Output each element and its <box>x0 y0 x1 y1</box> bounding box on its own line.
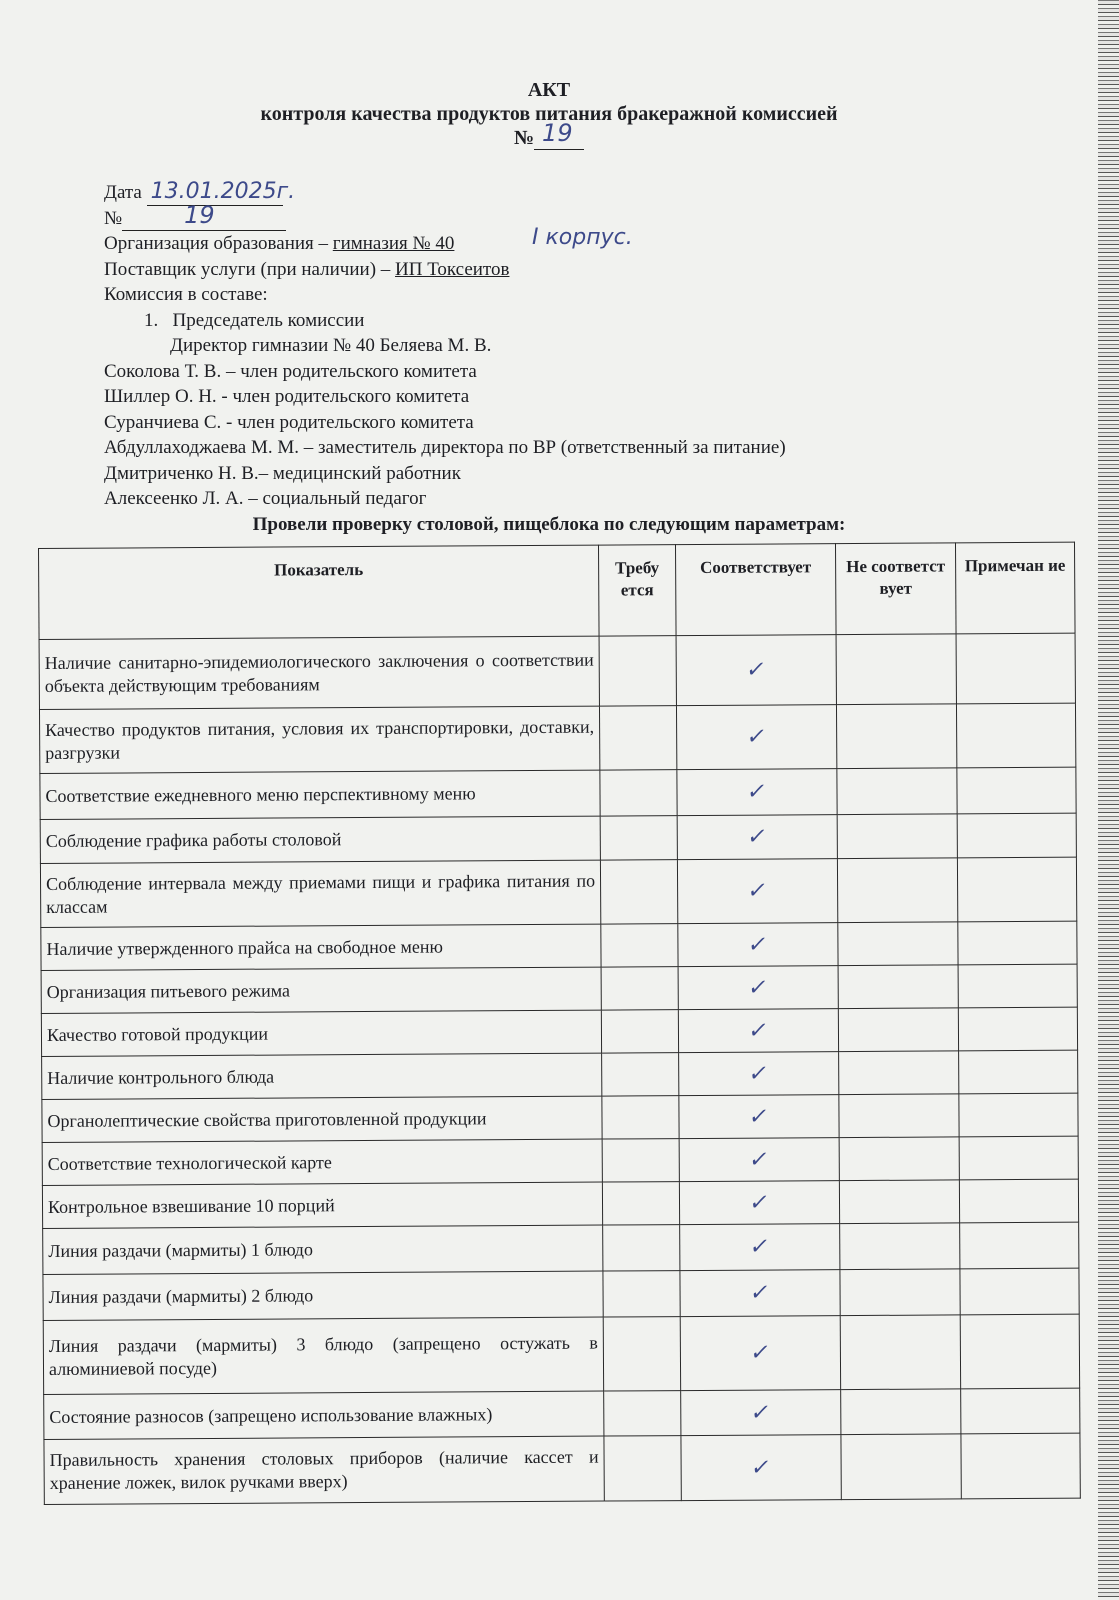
table-header-row <box>39 542 1076 639</box>
row-complies <box>677 859 837 924</box>
row-notes <box>960 1222 1079 1269</box>
organization-label: Организация образования – <box>104 233 329 254</box>
row-indicator: Соответствие ежедневного меню перспективному меню <box>40 770 600 819</box>
row-complies <box>680 1224 840 1271</box>
check-mark-icon: ✓ <box>746 975 770 1001</box>
number-handwritten: 19 <box>184 201 215 229</box>
row-not-complies <box>840 1223 960 1270</box>
date-handwritten: 13.01.2025г. <box>150 178 296 204</box>
row-complies <box>681 1390 841 1436</box>
row-not-complies <box>839 1094 959 1138</box>
table-row <box>40 767 1076 819</box>
check-mark-icon: ✓ <box>746 932 770 958</box>
organization-handwritten: I корпус. <box>532 225 633 250</box>
table-row <box>41 1007 1077 1056</box>
table-row <box>39 703 1075 773</box>
row-notes <box>957 857 1076 922</box>
row-complies <box>679 1138 839 1182</box>
table-row <box>40 857 1076 927</box>
row-indicator: Линия раздачи (мармиты) 3 блюдо (запрещено остужать в алюминиевой посуде) <box>43 1317 603 1394</box>
row-not-complies <box>840 1315 960 1390</box>
header-complies: Соответствует <box>675 544 836 636</box>
table-row <box>43 1222 1079 1274</box>
row-required <box>601 924 678 967</box>
row-notes <box>960 1268 1079 1315</box>
header-indicator: Показатель <box>39 545 600 639</box>
table-row <box>43 1314 1079 1394</box>
row-notes <box>959 1050 1078 1094</box>
row-indicator: Контрольное взвешивание 10 порций <box>42 1182 602 1228</box>
row-complies <box>680 1270 840 1317</box>
row-complies <box>681 1435 841 1501</box>
row-not-complies <box>839 1137 959 1181</box>
supplier-value: ИП Токсеитов <box>395 258 510 280</box>
member-6: Алексеенко Л. А. – социальный педагог <box>104 488 427 509</box>
row-indicator: Наличие контрольного блюда <box>42 1053 602 1099</box>
row-notes <box>957 813 1076 858</box>
row-indicator: Качество продуктов питания, условия их транспортировки, доставки, разгрузки <box>39 706 599 773</box>
row-indicator: Качество готовой продукции <box>41 1010 601 1056</box>
paper-edge <box>1098 0 1119 1600</box>
act-number-handwritten: 19 <box>542 119 573 147</box>
row-indicator: Линия раздачи (мармиты) 1 блюдо <box>43 1225 603 1274</box>
row-not-complies <box>838 1008 958 1052</box>
row-notes <box>958 1007 1077 1051</box>
row-complies <box>679 1052 839 1096</box>
check-mark-icon: ✓ <box>744 657 769 683</box>
row-indicator: Соблюдение интервала между приемами пищи и графика питания по классам <box>40 860 600 927</box>
header-notes: Примечан ие <box>955 542 1075 634</box>
row-required <box>602 1053 679 1096</box>
table-row <box>42 1050 1078 1099</box>
table-row <box>42 1179 1078 1228</box>
row-complies <box>678 1009 838 1053</box>
row-required <box>603 1271 680 1317</box>
member-1: Соколова Т. В. – член родительского комитета <box>104 360 477 382</box>
organization-value: гимназия № 40 <box>332 233 455 254</box>
check-mark-icon: ✓ <box>747 1147 772 1173</box>
row-required <box>603 1317 680 1391</box>
table-row <box>42 1136 1078 1185</box>
chair-item: 1. Председатель комиссии <box>144 309 365 331</box>
row-required <box>601 967 678 1010</box>
row-required <box>602 1096 679 1139</box>
row-required <box>602 1182 679 1225</box>
row-notes <box>959 1093 1078 1137</box>
row-required <box>600 816 677 860</box>
act-number-line <box>0 119 1098 150</box>
supplier-row <box>104 257 786 283</box>
row-indicator: Соответствие технологической карте <box>42 1139 602 1185</box>
check-mark-icon: ✓ <box>746 1018 771 1044</box>
row-complies <box>677 815 837 860</box>
number-label: № <box>104 207 123 229</box>
row-not-complies <box>837 814 957 859</box>
check-mark-icon: ✓ <box>746 1061 771 1087</box>
organization-row <box>104 225 786 257</box>
check-mark-icon: ✓ <box>747 1104 771 1130</box>
member-5: Дмитриченко Н. В.– медицинский работник <box>104 462 461 484</box>
row-not-complies <box>836 634 956 705</box>
row-not-complies <box>838 922 958 966</box>
header-required: Требу ется <box>598 545 676 636</box>
header-not-complies: Не соответст вует <box>835 543 956 635</box>
check-mark-icon: ✓ <box>747 1234 772 1260</box>
act-title: АКТ <box>527 79 571 101</box>
row-notes <box>958 921 1077 965</box>
row-indicator: Наличие санитарно-эпидемиологического заключения о соответствии объекта действующим требованиям <box>39 636 599 709</box>
commission-label: Комиссия в составе: <box>104 284 268 305</box>
row-not-complies <box>839 1180 959 1224</box>
row-not-complies <box>837 768 957 815</box>
member-2: Шиллер О. Н. - член родительского комитета <box>104 386 470 407</box>
chair-name: Директор гимназии № 40 Беляева М. В. <box>170 335 492 356</box>
supplier-label: Поставщик услуги (при наличии) – <box>104 258 391 280</box>
table-row <box>40 813 1076 863</box>
act-info <box>104 180 786 512</box>
check-mark-icon: ✓ <box>749 1455 773 1481</box>
row-notes <box>956 633 1075 704</box>
row-indicator: Правильность хранения столовых приборов (наличие кассет и хранение ложек, вилок ручками вверх) <box>44 1436 604 1504</box>
check-mark-icon: ✓ <box>745 824 770 850</box>
row-not-complies <box>838 965 958 1009</box>
row-indicator: Состояние разносов (запрещено использование влажных) <box>44 1391 604 1439</box>
row-notes <box>959 1136 1078 1180</box>
row-notes <box>961 1388 1080 1434</box>
row-not-complies <box>836 704 956 769</box>
row-required <box>604 1391 681 1436</box>
act-subtitle: контроля качества продуктов питания бракеражной комиссией <box>260 103 838 125</box>
row-not-complies <box>841 1434 961 1500</box>
member-3: Суранчиева С. - член родительского комитета <box>104 411 474 433</box>
row-notes <box>957 767 1076 814</box>
row-not-complies <box>837 858 957 923</box>
row-complies <box>678 966 838 1010</box>
table-row <box>41 921 1077 970</box>
member-4: Абдуллаходжаева М. М. – заместитель директора по ВР (ответственный за питание) <box>104 437 786 458</box>
row-not-complies <box>840 1269 960 1316</box>
number-field <box>122 201 286 231</box>
date-label: Дата <box>104 182 142 203</box>
check-mark-icon: ✓ <box>748 1280 772 1306</box>
row-not-complies <box>841 1389 961 1435</box>
row-complies <box>677 769 837 816</box>
act-header <box>0 78 1098 150</box>
check-mark-icon: ✓ <box>745 779 769 805</box>
row-indicator: Линия раздачи (мармиты) 2 блюдо <box>43 1271 603 1320</box>
check-mark-icon: ✓ <box>748 1400 773 1426</box>
inspection-table <box>38 542 1081 1505</box>
table-row <box>39 633 1075 709</box>
row-notes <box>956 703 1075 768</box>
row-not-complies <box>839 1051 959 1095</box>
row-required <box>599 706 676 770</box>
row-notes <box>958 964 1077 1008</box>
row-notes <box>960 1314 1079 1389</box>
act-number-field <box>534 119 584 150</box>
row-required <box>603 1225 680 1271</box>
table-row <box>43 1268 1079 1320</box>
row-required <box>600 860 677 924</box>
row-indicator: Наличие утвержденного прайса на свободное меню <box>41 924 601 970</box>
row-complies <box>679 1181 839 1225</box>
row-required <box>599 636 676 706</box>
row-complies <box>676 635 836 706</box>
row-complies <box>676 705 836 770</box>
row-required <box>601 1010 678 1053</box>
act-number-label: № <box>513 127 535 149</box>
check-mark-icon: ✓ <box>744 724 769 750</box>
table-row <box>42 1093 1078 1142</box>
table-row <box>44 1433 1080 1504</box>
check-mark-icon: ✓ <box>745 878 770 904</box>
row-complies <box>678 923 838 967</box>
row-required <box>600 770 677 816</box>
row-notes <box>959 1179 1078 1223</box>
row-complies <box>680 1316 840 1391</box>
number-row <box>104 201 786 232</box>
table-row <box>44 1388 1080 1439</box>
check-mark-icon: ✓ <box>747 1190 772 1216</box>
row-notes <box>961 1433 1080 1499</box>
row-indicator: Органолептические свойства приготовленной продукции <box>42 1096 602 1142</box>
section-title: Провели проверку столовой, пищеблока по следующим параметрам: <box>252 514 846 535</box>
check-mark-icon: ✓ <box>748 1340 773 1366</box>
row-required <box>604 1436 681 1501</box>
row-required <box>602 1139 679 1182</box>
row-indicator: Организация питьевого режима <box>41 967 601 1013</box>
row-complies <box>679 1095 839 1139</box>
table-row <box>41 964 1077 1013</box>
row-indicator: Соблюдение графика работы столовой <box>40 816 600 863</box>
